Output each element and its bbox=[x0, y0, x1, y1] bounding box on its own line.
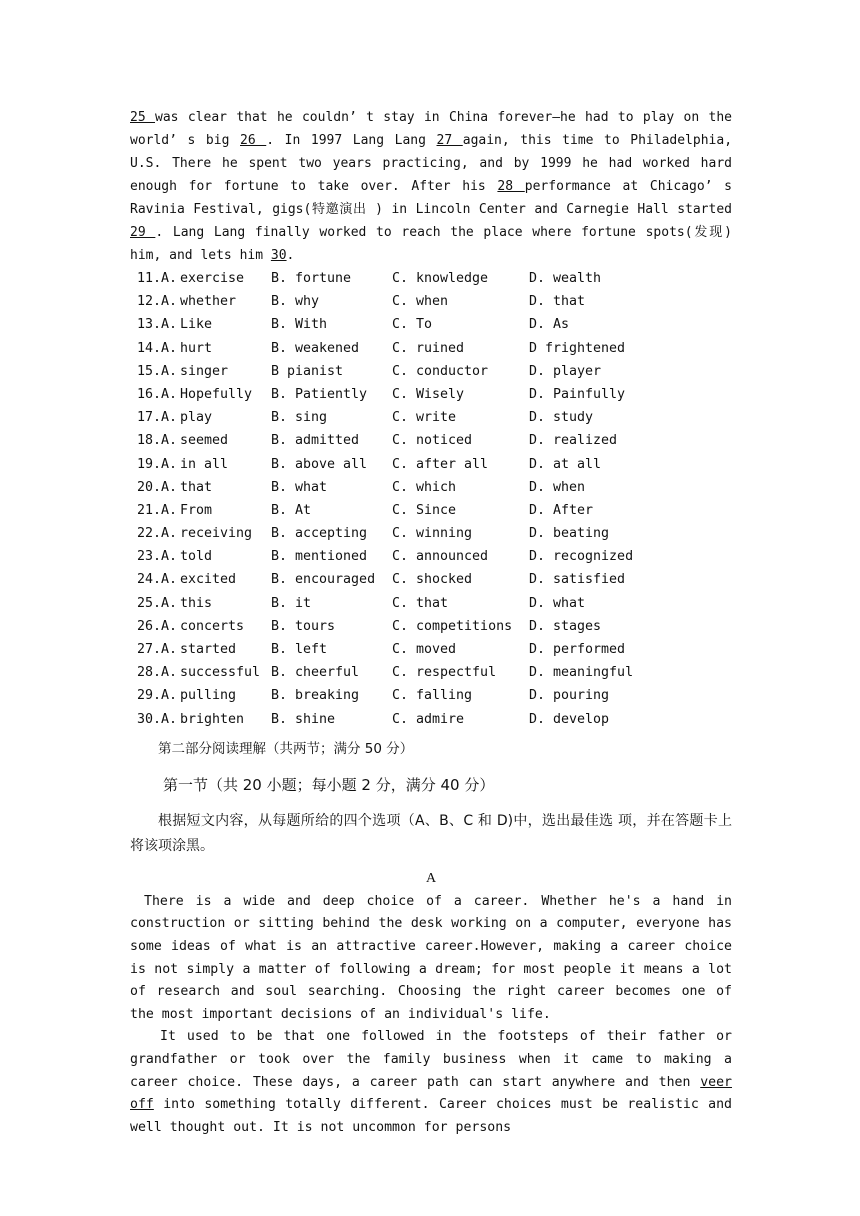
option-b: B. left bbox=[271, 642, 328, 657]
option-a: seemed bbox=[180, 433, 229, 449]
option-a: successful bbox=[180, 665, 261, 681]
option-b: B. encouraged bbox=[271, 572, 376, 588]
option-c: C. winning bbox=[392, 526, 473, 542]
option-d: D. Painfully bbox=[529, 386, 626, 402]
option-row bbox=[130, 568, 732, 591]
option-c: C. ruined bbox=[392, 340, 465, 356]
option-d: D. meaningful bbox=[529, 665, 634, 681]
option-row bbox=[130, 360, 732, 383]
option-d: D. beating bbox=[529, 526, 610, 542]
option-d: D. at all bbox=[529, 456, 602, 472]
option-row bbox=[130, 615, 732, 638]
option-c: C. noticed bbox=[392, 433, 473, 449]
option-a: pulling bbox=[180, 688, 237, 704]
option-b: B. Patiently bbox=[271, 386, 368, 402]
option-d: D. stages bbox=[529, 618, 602, 634]
passage-a-paragraph-2: It used to be that one followed in the footsteps of their father or grandfather or took over the family business when it came to making a career choice. These days, a career path can start anywhere and then veer off into something totally different. Career choices must be realistic and well thought out. It is not uncommon for persons bbox=[130, 1029, 732, 1135]
question-number: 27.A. bbox=[137, 642, 178, 657]
question-number: 20.A. bbox=[137, 479, 178, 495]
option-row bbox=[130, 708, 732, 731]
option-c: C. shocked bbox=[392, 572, 473, 588]
option-c: C. respectful bbox=[392, 665, 497, 681]
option-c: C. which bbox=[392, 479, 457, 495]
option-a: Like bbox=[180, 317, 213, 333]
option-row bbox=[130, 337, 732, 360]
option-c: C. moved bbox=[392, 642, 457, 657]
question-number: 12.A. bbox=[137, 294, 178, 310]
question-number: 17.A. bbox=[137, 410, 178, 426]
question-number: 13.A. bbox=[137, 317, 178, 333]
instructions: 根据短文内容，从每题所给的四个选项（A、B、C 和 D)中，选出最佳选 项，并在答题卡上将该项涂黑。 bbox=[130, 812, 732, 854]
option-d: D. recognized bbox=[529, 549, 634, 565]
option-d: D. study bbox=[529, 410, 594, 426]
option-row bbox=[130, 453, 732, 476]
question-number: 23.A. bbox=[137, 549, 178, 565]
section-one-title: 第一节（共 20 小题；每小题 2 分，满分 40 分） bbox=[163, 775, 495, 794]
option-row bbox=[130, 661, 732, 684]
option-a: concerts bbox=[180, 618, 245, 634]
option-b: B. breaking bbox=[271, 688, 360, 704]
option-row bbox=[130, 406, 732, 429]
option-b: B. With bbox=[271, 317, 328, 333]
document-page bbox=[130, 106, 732, 1139]
question-number: 21.A. bbox=[137, 502, 178, 518]
question-number: 25.A. bbox=[137, 595, 178, 611]
option-row bbox=[130, 638, 732, 661]
option-a: excited bbox=[180, 572, 237, 588]
option-c: C. competitions bbox=[392, 618, 513, 634]
options-list bbox=[130, 267, 732, 731]
underlined-phrase: veer off bbox=[130, 1074, 732, 1113]
option-b: B. weakened bbox=[271, 340, 360, 356]
question-number: 30.A. bbox=[137, 711, 178, 727]
option-b: B. sing bbox=[271, 410, 328, 426]
option-b: B. shine bbox=[271, 711, 336, 727]
option-b: B. At bbox=[271, 502, 312, 518]
option-row bbox=[130, 313, 732, 336]
passage-label: A bbox=[425, 870, 437, 886]
option-a: in all bbox=[180, 456, 229, 472]
option-a: told bbox=[180, 549, 213, 565]
option-c: C. Wisely bbox=[392, 386, 465, 402]
option-c: C. conductor bbox=[392, 363, 489, 379]
option-b: B. accepting bbox=[271, 526, 368, 542]
option-row bbox=[130, 499, 732, 522]
option-b: B. above all bbox=[271, 456, 368, 472]
question-number: 16.A. bbox=[137, 386, 178, 402]
part-two-title: 第二部分阅读理解（共两节；满分 50 分） bbox=[158, 740, 414, 757]
option-c: C. when bbox=[392, 294, 449, 310]
option-a: receiving bbox=[180, 526, 253, 542]
option-row bbox=[130, 522, 732, 545]
option-c: C. falling bbox=[392, 688, 473, 704]
option-a: brighten bbox=[180, 711, 245, 727]
option-b: B. it bbox=[271, 595, 312, 611]
option-b: B. fortune bbox=[271, 271, 352, 286]
cloze-passage-end: 25 was clear that he couldn’ t stay in China forever—he had to play on the world’ s big 26 . In 1997 Lang Lang 27 again, this time to Philadelphia, U.S. There he spent two years practicing, and by 1999 he had worked hard enough for fortune to take over. After his 28 performance at Chicago’ s Ravinia Festival, gigs(特邀演出 ) in Lincoln Center and Carnegie Hall started 29 . Lang Lang finally worked to reach the place where fortune spots(发现) him, and lets him 30. bbox=[130, 110, 733, 263]
question-number: 26.A. bbox=[137, 618, 178, 634]
option-c: C. Since bbox=[392, 502, 457, 518]
question-number: 24.A. bbox=[137, 572, 178, 588]
option-c: C. To bbox=[392, 317, 433, 333]
option-a: Hopefully bbox=[180, 386, 253, 402]
option-row bbox=[130, 383, 732, 406]
option-d: D. pouring bbox=[529, 688, 610, 704]
question-number: 22.A. bbox=[137, 526, 178, 542]
option-c: C. that bbox=[392, 595, 449, 611]
option-row bbox=[130, 545, 732, 568]
question-number: 28.A. bbox=[137, 665, 178, 681]
option-b: B. admitted bbox=[271, 433, 360, 449]
option-c: C. after all bbox=[392, 456, 489, 472]
question-number: 15.A. bbox=[137, 363, 178, 379]
option-row bbox=[130, 592, 732, 615]
option-b: B. mentioned bbox=[271, 549, 368, 565]
option-row bbox=[130, 290, 732, 313]
option-b: B. why bbox=[271, 294, 320, 310]
option-b: B. what bbox=[271, 479, 328, 495]
option-d: D. wealth bbox=[529, 271, 602, 286]
option-a: hurt bbox=[180, 340, 213, 356]
option-b: B. tours bbox=[271, 618, 336, 634]
option-a: From bbox=[180, 502, 213, 518]
option-c: C. admire bbox=[392, 711, 465, 727]
option-a: whether bbox=[180, 294, 237, 310]
option-c: C. knowledge bbox=[392, 271, 489, 286]
option-d: D. what bbox=[529, 595, 586, 611]
option-a: play bbox=[180, 410, 213, 426]
option-d: D frightened bbox=[529, 340, 626, 356]
blank-27: 27 bbox=[436, 133, 463, 148]
question-number: 14.A. bbox=[137, 340, 178, 356]
option-d: D. realized bbox=[529, 433, 618, 449]
option-b: B pianist bbox=[271, 363, 344, 379]
option-d: D. As bbox=[529, 317, 570, 333]
option-d: D. satisfied bbox=[529, 572, 626, 588]
option-row bbox=[130, 429, 732, 452]
option-a: singer bbox=[180, 363, 229, 379]
option-a: started bbox=[180, 642, 237, 657]
option-a: exercise bbox=[180, 271, 245, 286]
option-b: B. cheerful bbox=[271, 665, 360, 681]
question-number: 18.A. bbox=[137, 433, 178, 449]
question-number: 29.A. bbox=[137, 688, 178, 704]
option-c: C. write bbox=[392, 410, 457, 426]
question-number: 19.A. bbox=[137, 456, 178, 472]
option-d: D. develop bbox=[529, 711, 610, 727]
blank-29: 29 bbox=[130, 225, 156, 240]
blank-25: 25 bbox=[130, 110, 156, 125]
option-d: D. when bbox=[529, 479, 586, 495]
option-d: D. After bbox=[529, 502, 594, 518]
blank-26: 26 bbox=[240, 133, 267, 148]
question-number: 11.A. bbox=[137, 271, 178, 286]
blank-30: 30 bbox=[270, 248, 287, 263]
option-row bbox=[130, 476, 732, 499]
option-c: C. announced bbox=[392, 549, 489, 565]
option-d: D. performed bbox=[529, 642, 626, 657]
blank-28: 28 bbox=[497, 179, 525, 194]
option-d: D. player bbox=[529, 363, 602, 379]
option-a: that bbox=[180, 479, 213, 495]
option-a: this bbox=[180, 595, 213, 611]
passage-a-paragraph-1: There is a wide and deep choice of a career. Whether he's a hand in construction or sitting behind the desk working on a computer, everyone has some ideas of what is an attractive career.However, making a career choice is not simply a matter of following a dream; for most people it means a lot of research and soul searching. Choosing the right career becomes one of the most important decisions of an individual's life. bbox=[130, 893, 732, 1022]
option-row bbox=[130, 684, 732, 707]
option-row bbox=[130, 267, 732, 290]
option-d: D. that bbox=[529, 294, 586, 310]
